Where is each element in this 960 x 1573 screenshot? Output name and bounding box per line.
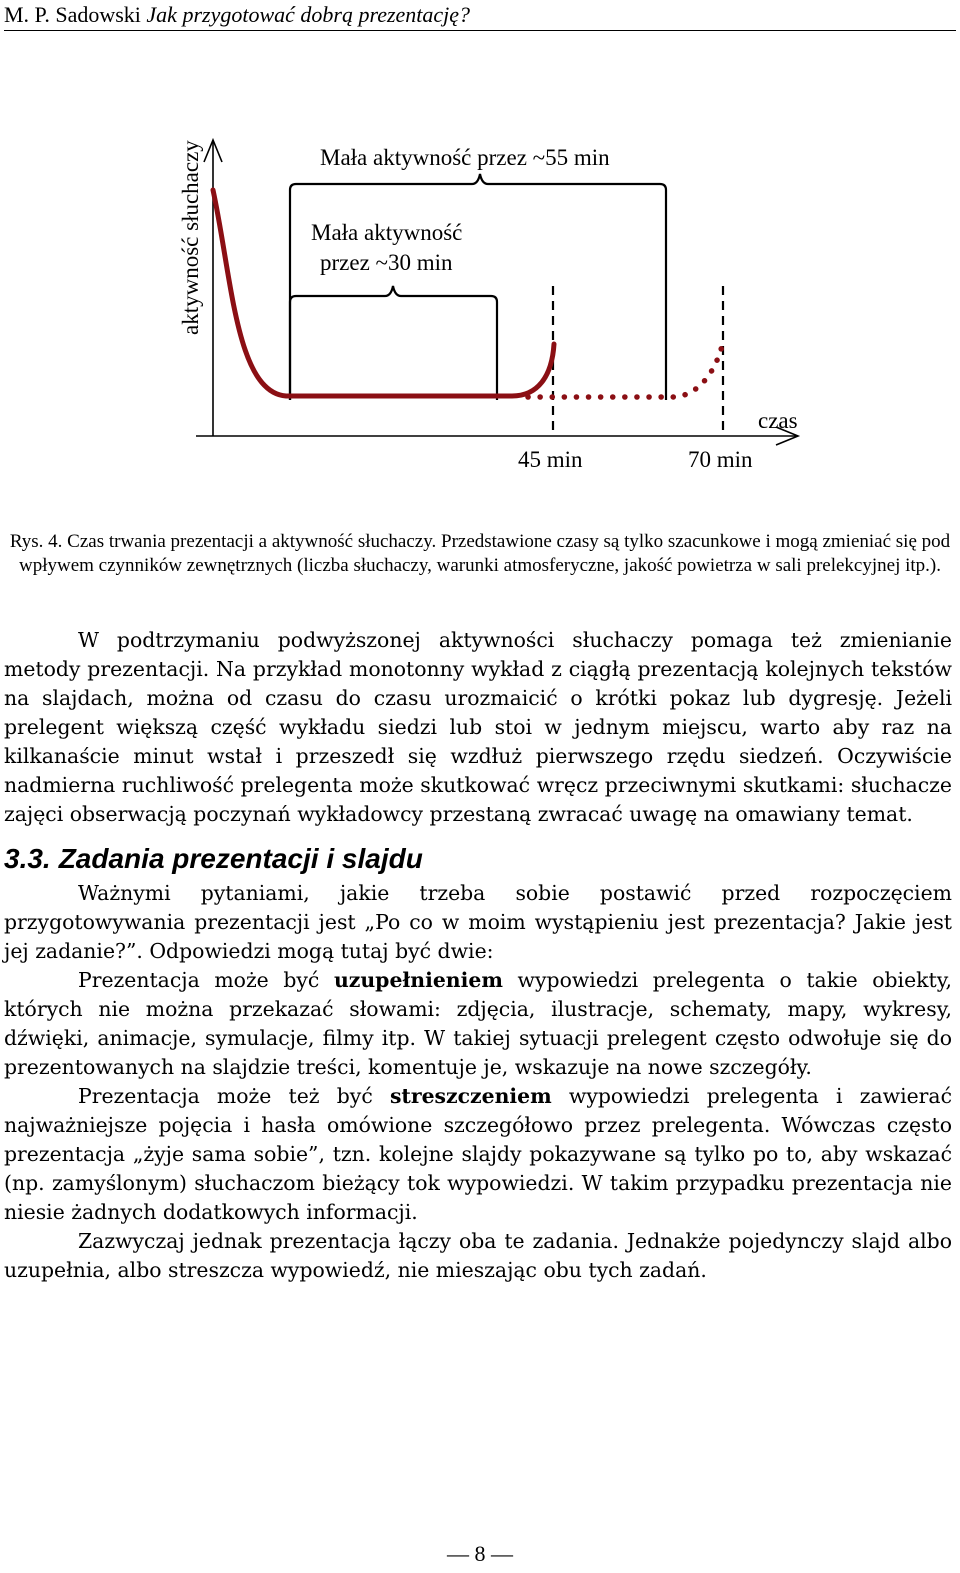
section-title: Zadania prezentacji i slajdu (58, 843, 423, 874)
x-axis-label: czas (758, 408, 798, 433)
brace-55-label: Mała aktywność przez ~55 min (320, 145, 610, 170)
figure-activity-over-time (0, 110, 960, 490)
tick-70-label: 70 min (688, 447, 753, 472)
term-streszczeniem: streszczeniem (389, 1084, 552, 1108)
section-number: 3.3. (4, 843, 51, 874)
header-title: Jak przygotować dobrą prezentację? (146, 2, 471, 27)
paragraph-2: Ważnymi pytaniami, jakie trzeba sobie postawić przed rozpoczęciem przygotowywania prezentacji jest „Po co w moim wystąpieniu jest prezentacja? Jakie jest jej zadanie?”. Odpowiedzi mogą tutaj być dwie: (4, 881, 952, 963)
paragraph-4-before: Prezentacja może też być (78, 1084, 390, 1108)
term-uzupelnieniem: uzupełnieniem (333, 968, 503, 992)
activity-curve-dotted (528, 338, 724, 397)
paragraph-3-after: wypowiedzi prelegenta o takie obiekty, których nie można przekazać słowami: zdjęcia, ilustracje, schematy, mapy, wykresy, dźwięki, animacje, symulacje, filmy itp. W takiej sytuacji prelegent często odwołuje się do prezentowanych na slajdzie treści, komentuje je, wskazuje na nowe szczegóły. (4, 968, 952, 1079)
brace-30-min (290, 286, 497, 400)
y-axis-label: aktywność słuchaczy (178, 140, 203, 335)
figure-caption: Rys. 4. Czas trwania prezentacji a aktywność słuchaczy. Przedstawione czasy są tylko szacunkowe i mogą zmieniać się pod wpływem czynników zewnętrznych (liczba słuchaczy, warunki atmosferyczne, jakość powietrza w sali prelekcyjnej itp.). (9, 531, 951, 576)
brace-30-label-line2: przez ~30 min (320, 250, 453, 275)
figure-diagram (0, 110, 960, 490)
section-heading (4, 841, 952, 877)
paragraph-3 (4, 966, 952, 1082)
tick-45-label: 45 min (518, 447, 583, 472)
page-header (4, 2, 956, 31)
brace-55-min (290, 174, 666, 400)
paragraph-4-after: wypowiedzi prelegenta i zawierać najważniejsze pojęcia i hasła omówione szczegółowo przez prelegenta. Wówczas często prezentacja „żyje sama sobie”, tzn. kolejne slajdy pokazywane są tylko po to, aby wskazać (np. zamyślonym) słuchaczom bieżący tok wypowiedzi. W takim przypadku prezentacja nie niesie żadnych dodatkowych informacji. (4, 1084, 952, 1224)
header-author: M. P. Sadowski (4, 2, 141, 27)
paragraph-4 (4, 1082, 952, 1227)
main-text (4, 626, 952, 1285)
brace-30-label-line1: Mała aktywność (311, 220, 463, 245)
paragraph-3-before: Prezentacja może być (78, 968, 334, 992)
page-number: — 8 — (447, 1541, 513, 1566)
paragraph-1: W podtrzymaniu podwyższonej aktywności słuchaczy pomaga też zmienianie metody prezentacji. Na przykład monotonny wykład z ciągłą prezentacją kolejnych tekstów na slajdach, można od czasu do czasu urozmaicić o krótki pokaz lub dygresję. Jeżeli prelegent większą część wykładu siedzi lub stoi w jednym miejscu, warto aby raz na kilkanaście minut wstał i przeszedł się wzdłuż pierwszego rzędu siedzeń. Oczywiście nadmierna ruchliwość prelegenta może skutkować wręcz przeciwnymi skutkami: słuchacze zajęci obserwacją poczynań wykładowcy przestaną zwracać uwagę na omawiany temat. (4, 628, 952, 826)
paragraph-5: Zazwyczaj jednak prezentacja łączy oba te zadania. Jednakże pojedynczy slajd albo uzupełnia, albo streszcza wypowiedź, nie mieszając obu tych zadań. (4, 1229, 952, 1282)
